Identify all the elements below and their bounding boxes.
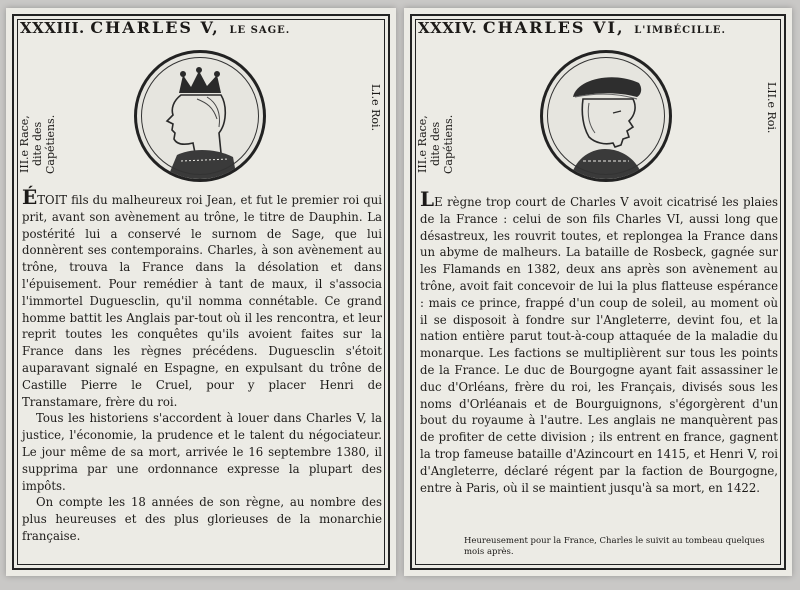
paragraph: [420, 187, 778, 496]
header-name: CHARLES V,: [90, 18, 220, 37]
paragraph: On compte les 18 années de son règne, au nombre des plus heureuses et des plus glorieuses de la monarchie française.: [22, 495, 382, 543]
dynasty-line-2: Capétiens.: [442, 114, 455, 174]
dropcap: L: [420, 187, 435, 211]
header-epithet: LE SAGE.: [229, 25, 291, 36]
dynasty-label: [18, 104, 57, 184]
header-number: XXXIII.: [20, 19, 85, 37]
paragraph: [22, 185, 382, 410]
paragraph-text: TOIT fils du malheureux roi Jean, et fut le premier roi qui prit, avant son avènement au trône, le titre de Dauphin. La postérité lui a conservé le surnom de Sage, que lui donnèrent ses contemporains. Charles, à son avènement au trône, trouva la France dans la désolation et dans l'épuisement. Pour remédier à tant de maux, il s'associa l'immortel Duguesclin, qu'il nomma connétable. Ce grand homme battit les Anglais par-tout où il les rencontra, et leur reprit toutes les conquêtes qu'ils avoient faites sur la France dans les règnes précédens. Duguesclin s'étoit auparavant signalé en Espagne, en expulsant du trône de Castille Pierre le Cruel, pour y placer Henri de Transtamare, frère du roi.: [22, 193, 382, 409]
dynasty-label: [416, 104, 455, 184]
dynasty-line-2: Capétiens.: [44, 114, 57, 174]
footnote: Heureusement pour la France, Charles le suivit au tombeau quelques mois après.: [464, 536, 765, 557]
dropcap: É: [22, 185, 38, 209]
header-epithet: L'IMBÉCILLE.: [634, 25, 726, 36]
header-name: CHARLES VI,: [482, 18, 625, 37]
king-number: LII.e Roi.: [765, 82, 778, 134]
card-charles-v: [6, 8, 396, 576]
card-header: [20, 18, 386, 37]
card-body-text: [22, 185, 382, 545]
dynasty-line-1: III.e Race, dite des: [416, 115, 442, 173]
card-body-text: [420, 187, 778, 496]
hatted-king-portrait-icon: [540, 50, 672, 182]
header-number: XXXIV.: [418, 19, 478, 37]
king-number: LI.e Roi.: [369, 84, 382, 132]
paragraph-text: E règne trop court de Charles V avoit cicatrisé les plaies de la France : celui de son fils Charles VI, aussi long que désastreux, les rouvrit toutes, et replongea la France dans un abyme de malheurs. La bataille de Rosbeck, gagnée sur les Flamands en 1382, deux ans après son avènement au trône, avoit fait concevoir de lui la plus flatteuse espérance : mais ce prince, frappé d'un coup de soleil, au moment où il se disposoit à fondre sur l'Angleterre, devint fou, et la nation entière parut tout-à-coup attaquée de la maladie du monarque. Les factions se multiplièrent sur tous les points de la France. Le duc de Bourgogne ayant fait assassiner le duc d'Orléans, frère du roi, les Français, divisés sous les noms d'Orléanais et de Bourguignons, s'égorgèrent d'un bout du royaume à l'autre. Les anglais ne manquèrent pas de profiter de cette division ; ils entrent en france, gagnent la trop fameuse bataille d'Azincourt en 1415, et Henri V, roi d'Angleterre, déclaré régent par la faction de Bourgogne, entre à Paris, où il se maintient jusqu'à sa mort, en 1422.: [420, 195, 778, 495]
card-charles-vi: [404, 8, 792, 576]
card-header: [418, 18, 782, 37]
crowned-king-portrait-icon: [134, 50, 266, 182]
paragraph: Tous les historiens s'accordent à louer dans Charles V, la justice, l'économie, la prudence et le talent du négociateur. Le jour même de sa mort, arrivée le 16 septembre 1380, il supprima par une ordonnance expresse la plupart des impôts.: [22, 411, 382, 493]
dynasty-line-1: III.e Race, dite des: [18, 115, 44, 173]
